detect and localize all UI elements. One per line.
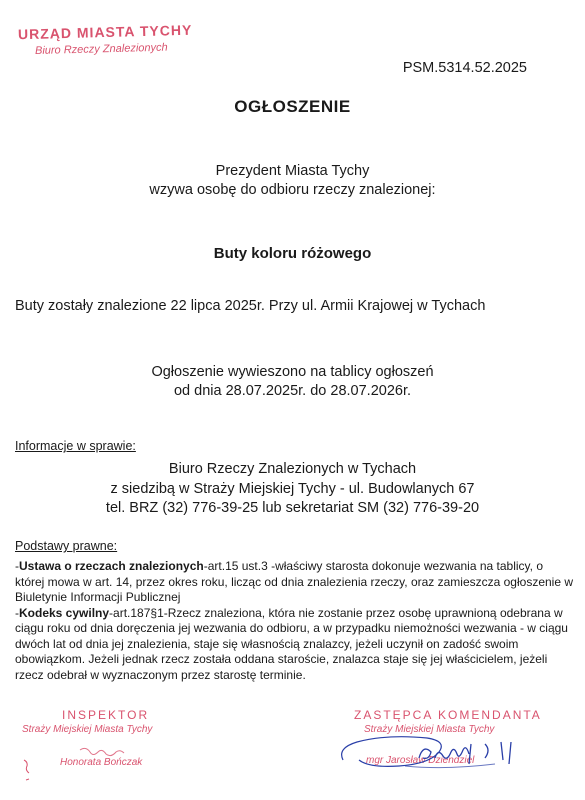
deputy-org: Straży Miejskiej Miasta Tychy [364,724,495,735]
intro-line-1: Prezydent Miasta Tychy [215,163,370,179]
contact-line-3: tel. BRZ (32) 776-39-25 lub sekretariat SM (32) 776-39-20 [105,500,480,516]
deputy-title: ZASTĘPCA KOMENDANTA [354,708,542,722]
legal-act-2: -Kodeks cywilny-art.187§1-Rzecz znaleziona, która nie zostanie przez osobę uprawnioną odebrana w ciągu roku od dnia doręczenia jej wezwania do odbioru, a w przypadku niemożności wezwania - w ciągu dwóch lat od dnia jej znalezienia, staje się własnością znalazcy, jeżeli uczynił on zadość swoim obowiązkom. Jeżeli jednak rzecz została oddana staroście, znalazca staje się jej właścicielem, jeżeli rzecz odebrał w wyznaczonym przez starostę terminie. [15,605,568,682]
inspector-title: INSPEKTOR [62,708,150,722]
office-stamp [17,21,193,58]
legal-act-1: -Ustawa o rzeczach znalezionych-art.15 ust.3 -właściwy starosta dokonuje wezwania na tablicy, o której mowa w art. 14, przez okres roku, licząc od dnia znalezienia rzeczy, oraz zamieszcza ogłoszenie w Biuletynie Informacji Publicznej [15,559,574,604]
stamp-office-department: Biuro Rzeczy Znalezionych [34,41,168,58]
deputy-signature [335,722,555,792]
contact-line-1: Biuro Rzeczy Znalezionych w Tychach [168,461,417,477]
inspector-signature [20,738,180,788]
intro-line-2: wzywa osobę do odbioru rzeczy znalezionej: [149,182,436,198]
notice-line-1: Ogłoszenie wywieszono na tablicy ogłoszeń [151,364,434,380]
notice-line-2: od dnia 28.07.2025r. do 28.07.2026r. [173,383,412,399]
deputy-name: mgr Jarosław Dziendziel [366,755,475,766]
legal-basis-label: Podstawy prawne: [15,539,118,553]
inspector-name: Honorata Bończak [60,757,143,768]
contact-info [0,460,585,519]
legal-act-2-name: Kodeks cywilny [19,605,110,620]
contact-line-2: z siedzibą w Straży Miejskiej Tychy - ul. Budowlanych 67 [110,480,475,497]
legal-basis [15,559,575,683]
document-title: OGŁOSZENIE [234,97,351,116]
stamp-office-name: URZĄD MIASTA TYCHY [17,21,193,43]
legal-act-1-name: Ustawa o rzeczach znalezionych [19,559,204,573]
found-details: Buty zostały znalezione 22 lipca 2025r. Przy ul. Armii Krajowej w Tychach [15,298,486,314]
notice-period [0,363,585,401]
reference-number: PSM.5314.52.2025 [402,60,527,76]
found-item-subject: Buty koloru różowego [213,245,372,262]
legal-act-1-text: -art.15 ust.3 -właściwy starosta dokonuje wezwania na tablicy, o której mowa w art. 14, przez okres roku, licząc od dnia znalezienia rzeczy, oraz zamieszcza ogłoszenie w Biuletynie Informacji Publicznej [15,559,574,604]
info-label: Informacje w sprawie: [15,439,136,453]
legal-act-2-text: -art.187§1-Rzecz znaleziona, która nie zostanie przez osobę uprawnioną odebrana w ciągu roku od dnia doręczenia jej wezwania do odbioru, a w przypadku niemożności wezwania - w ciągu dwóch lat od dnia jej znalezienia, staje się własnością znalazcy, jeżeli uczynił on zadość swoim obowiązkom. Jeżeli jednak rzecz została oddana staroście, znalazca staje się jej właścicielem, jeżeli rzecz odebrał w wyznaczonym przez starostę terminie. [15,605,568,682]
intro-block [0,162,585,200]
inspector-org: Straży Miejskiej Miasta Tychy [22,724,153,735]
